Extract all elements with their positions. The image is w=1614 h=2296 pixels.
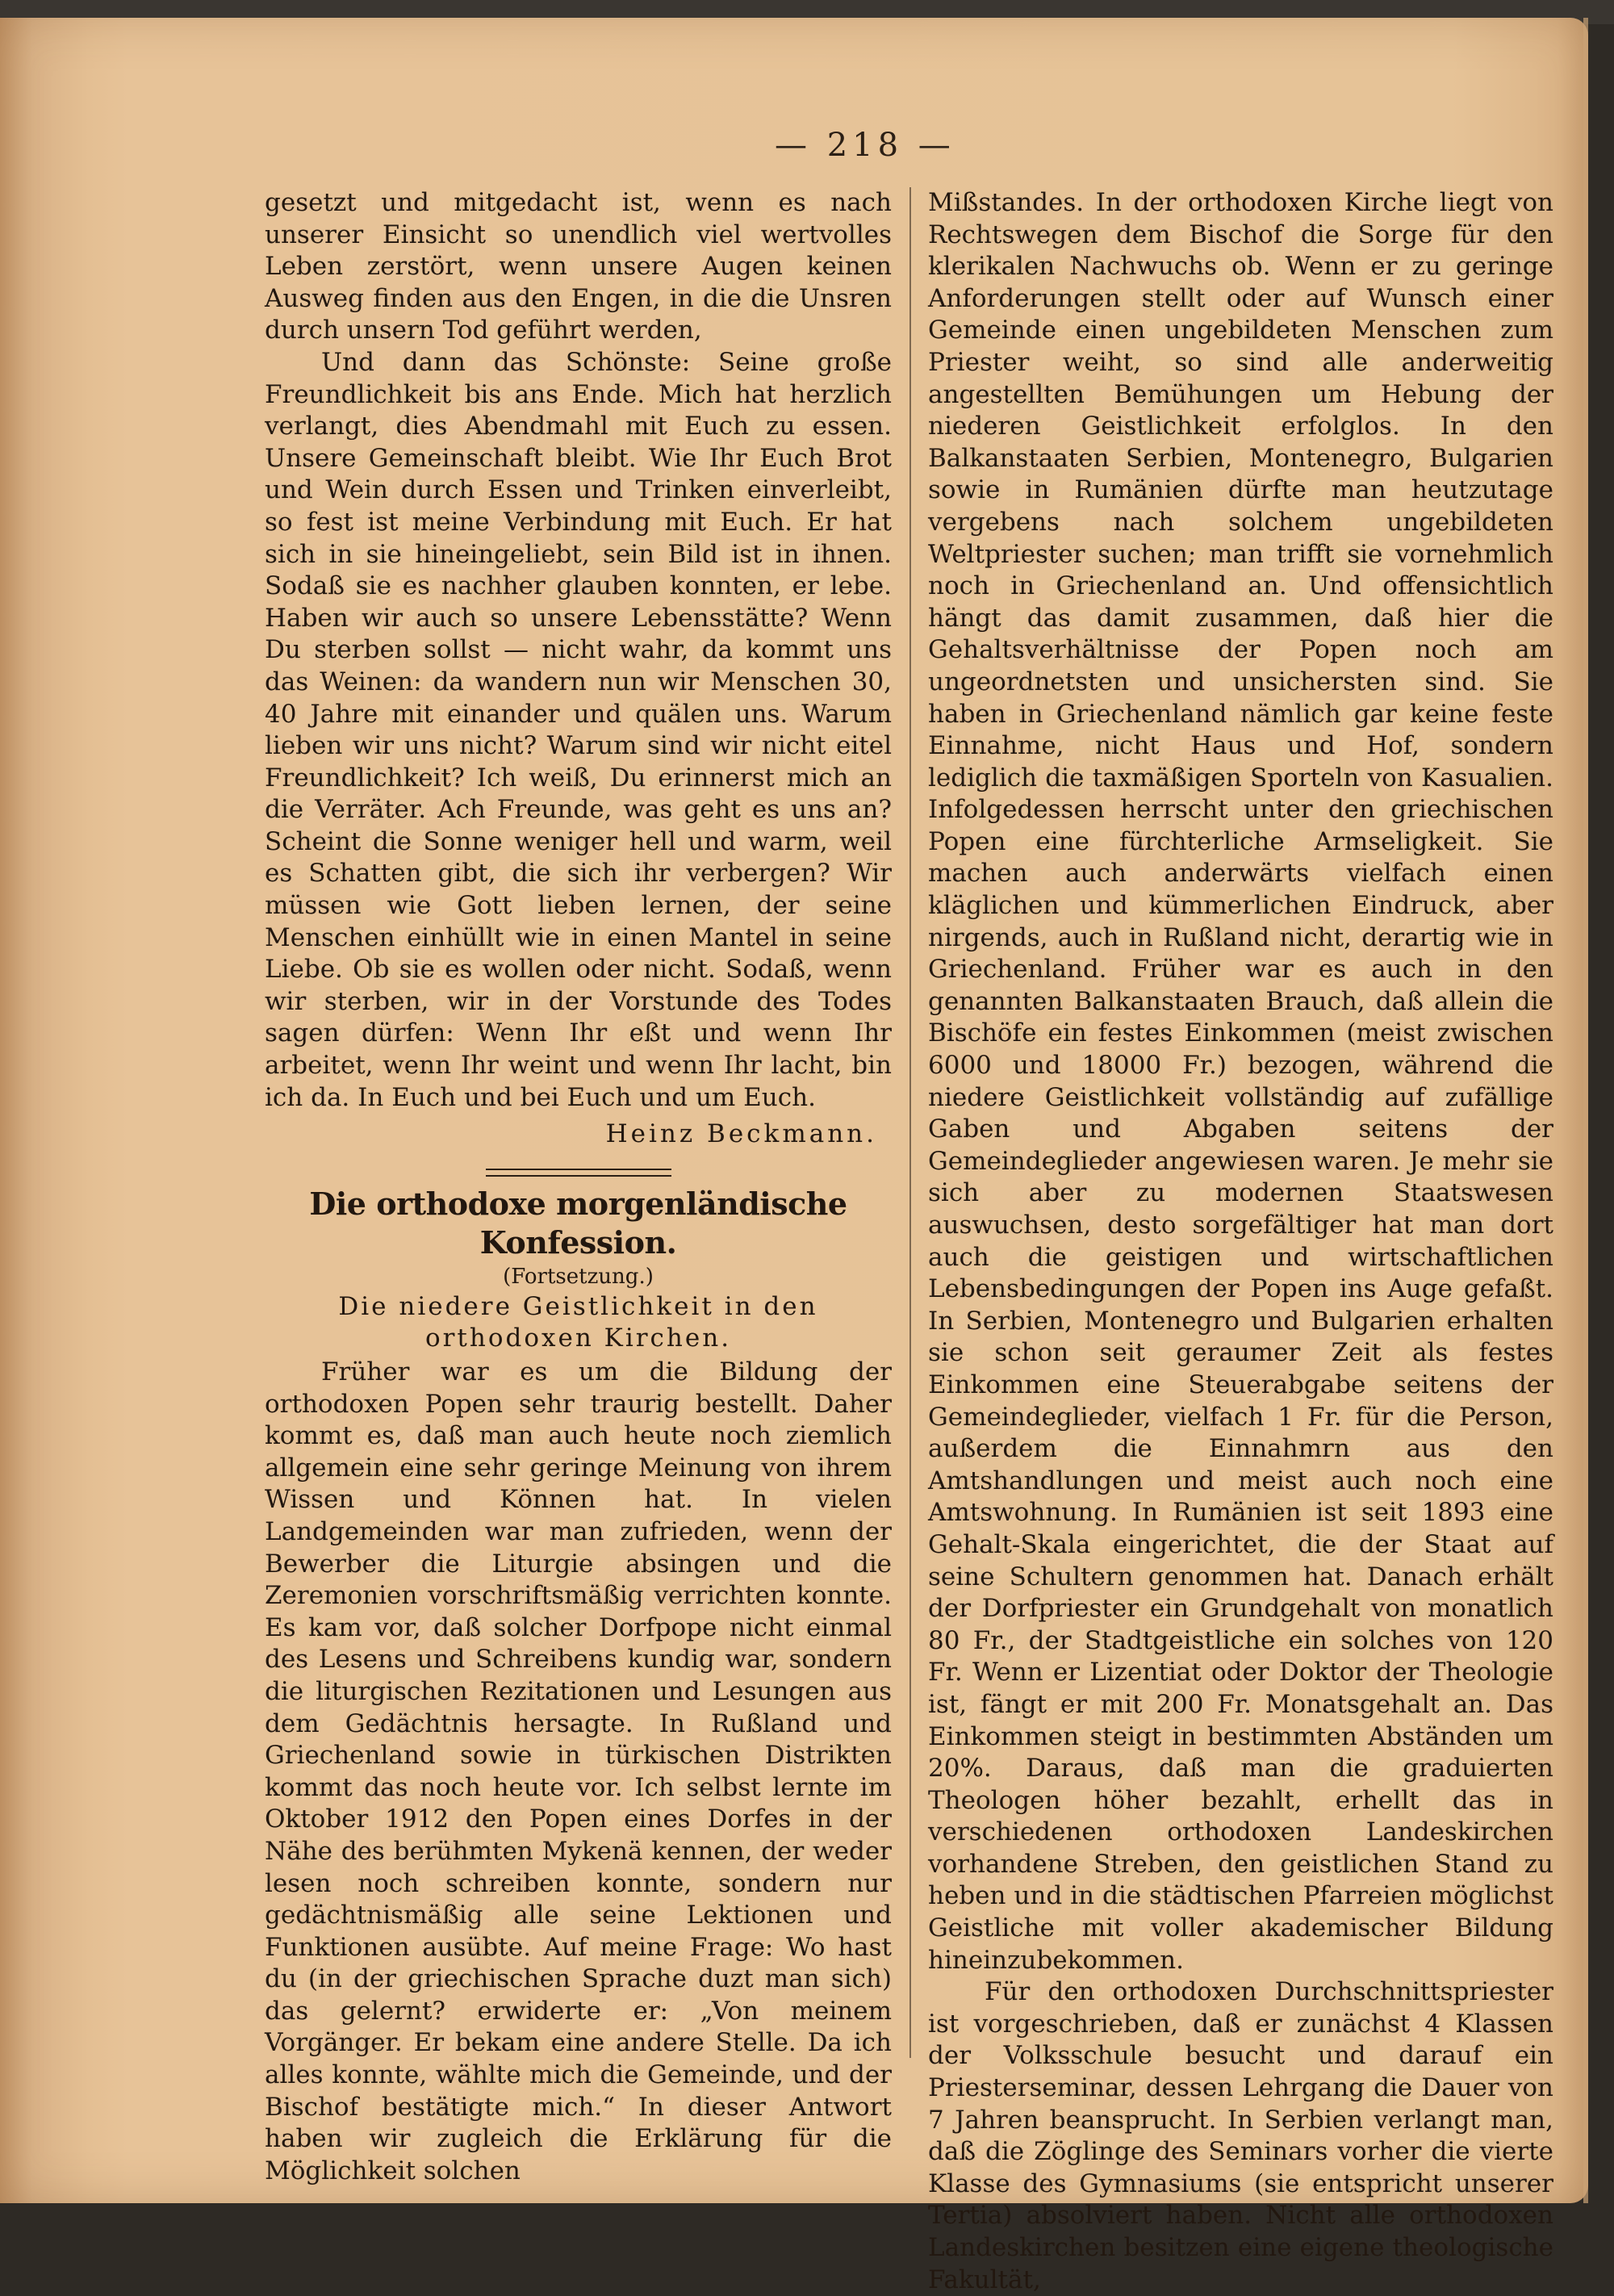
left-paragraph-3: Früher war es um die Bildung der orthodoxen Popen sehr traurig bestellt. Daher kommt es, daß man auch heute noch ziemlich allgemein eine sehr geringe Meinung von ihrem Wissen und Können hat. In vielen Landgemeinden war man zufrieden, wenn der Bewerber die Liturgie absingen und die Zeremonien vorschriftsmäßig verrichten konnte. Es kam vor, daß solcher Dorfpope nicht einmal des Lesens und Schreibens kundig war, sondern die liturgischen Rezitationen und Lesungen aus dem Gedächtnis hersagte. In Rußland und Griechenland sowie in türkischen Distrikten kommt das noch heute vor. Ich selbst lernte im Oktober 1912 den Popen eines Dorfes in der Nähe des berühmten Mykenä kennen, der weder lesen noch schreiben konnte, sondern nur gedächtnismäßig alle seine Lektionen und Funktionen ausübte. Auf meine Frage: Wo hast du (in der griechischen Sprache duzt man sich) das gelernt? erwiderte er: „Von meinem Vorgänger. Er bekam eine andere Stelle. Da ich alles konnte, wählte mich die Gemeinde, und der Bischof bestätigte mich.“ In dieser Antwort haben wir zugleich die Erklärung für die Möglichkeit solchen <box>265 1357 892 2185</box>
right-paragraph-2: Für den orthodoxen Durchschnittspriester ist vorgeschrieben, daß er zunächst 4 Klassen der Volksschule besucht und darauf ein Priesterseminar, dessen Lehrgang die Dauer von 7 Jahren beansprucht. In Serbien verlangt man, daß die Zöglinge des Seminars vorher die vierte Klasse des Gymnasiums (sie entspricht unserer Tertia) absolviert haben. Nicht alle orthodoxen Landeskirchen besitzen eine eigene theologische Fakultät, <box>928 1977 1553 2294</box>
section-title: Die orthodoxe morgenländische Konfession. <box>309 1185 847 1261</box>
right-column <box>928 187 1553 2296</box>
section-subtitle: Die niedere Geistlichkeit in den orthodoxen Kirchen. <box>338 1291 818 1353</box>
right-paragraph-1: Mißstandes. In der orthodoxen Kirche liegt von Rechtswegen dem Bischof die Sorge für den klerikalen Nachwuchs ob. Wenn er zu geringe Anforderungen stellt oder auf Wunsch einer Gemeinde einen ungebildeten Menschen zum Priester weiht, so sind alle anderweitig angestellten Bemühungen um Hebung der niederen Geistlichkeit erfolglos. In den Balkanstaaten Serbien, Montenegro, Bulgarien sowie in Rumänien dürfte man heutzutage vergebens nach solchem ungebildeten Weltpriester suchen; man trifft sie vornehmlich noch in Griechenland an. Und offensichtlich hängt das damit zusammen, daß hier die Gehaltsverhältnisse der Popen noch am ungeordnetsten und unsichersten sind. Sie haben in Griechenland nämlich gar keine feste Einnahme, nicht Haus und Hof, sondern lediglich die taxmäßigen Sporteln von Kasualien. Infolgedessen herrscht unter den griechischen Popen eine fürchterliche Armseligkeit. Sie machen auch anderwärts vielfach einen kläglichen und kümmerlichen Eindruck, aber nirgends, auch in Rußland nicht, derartig wie in Griechenland. Früher war es auch in den genannten Balkanstaaten Brauch, daß allein die Bischöfe ein festes Einkommen (meist zwischen 6000 und 18000 Fr.) bezogen, während die niedere Geistlichkeit vollständig auf zufällige Gaben und Abgaben seitens der Gemeindeglieder angewiesen waren. Je mehr sie sich aber zu modernen Staatswesen auswuchsen, desto sorgefältiger hat man dort auch die geistigen und wirtschaftlichen Lebensbedingungen der Popen ins Auge gefaßt. In Serbien, Montenegro und Bulgarien erhalten sie schon seit geraumer Zeit als festes Einkommen eine Steuerabgabe seitens der Gemeindeglieder, vielfach 1 Fr. für die Person, außerdem die Einnahmrn aus den Amtshandlungen und meist auch noch eine Amtswohnung. In Rumänien ist seit 1893 eine Gehalt-Skala eingerichtet, die der Staat auf seine Schultern genommen hat. Danach erhält der Dorfpriester ein Grundgehalt von monatlich 80 Fr., der Stadtgeistliche ein solches von 120 Fr. Wenn er Lizentiat oder Doktor der Theologie ist, fängt er mit 200 Fr. Monatsgehalt an. Das Einkommen steigt in bestimmten Abständen um 20%. Daraus, daß man die graduierten Theologen höher bezahlt, erhellt das in verschiedenen orthodoxen Landeskirchen vorhandene Streben, den geistlichen Stand zu heben und in die städtischen Pfarreien möglichst Geistliche mit voller akademischer Bildung hineinzubekommen. <box>928 188 1553 1975</box>
left-paragraph-1: gesetzt und mitgedacht ist, wenn es nach unserer Einsicht so unendlich viel wertvolles Leben zerstört, wenn unsere Augen keinen Ausweg finden aus den Engen, in die die Unsren durch unsern Tod geführt werden, <box>265 188 892 345</box>
column-divider <box>909 187 911 2058</box>
page-number: — 218 — <box>775 127 955 164</box>
author-signature: Heinz Beckmann. <box>605 1119 877 1149</box>
page-edge <box>1583 18 1588 2203</box>
continuation-note: (Fortsetzung.) <box>503 1264 654 1289</box>
left-paragraph-2: Und dann das Schönste: Seine große Freundlichkeit bis ans Ende. Mich hat herzlich verlangt, dies Abendmahl mit Euch zu essen. Unsere Gemeinschaft bleibt. Wie Ihr Euch Brot und Wein durch Essen und Trinken einverleibt, so fest ist meine Verbindung mit Euch. Er hat sich in sie hineingeliebt, sein Bild ist in ihnen. Sodaß sie es nachher glauben konnten, er lebe. Haben wir auch so unsere Lebensstätte? Wenn Du sterben sollst — nicht wahr, da kommt uns das Weinen: da wandern nun wir Menschen 30, 40 Jahre mit einander und quälen uns. Warum lieben wir uns nicht? Warum sind wir nicht eitel Freundlichkeit? Ich weiß, Du erinnerst mich an die Verräter. Ach Freunde, was geht es uns an? Scheint die Sonne weniger hell und warm, weil es Schatten gibt, die sich ihr verbergen? Wir müssen wie Gott lieben lernen, der seine Menschen einhüllt wie in einen Mantel in seine Liebe. Ob sie es wollen oder nicht. Sodaß, wenn wir sterben, wir in der Vorstunde des Todes sagen dürfen: Wenn Ihr eßt und wenn Ihr arbeitet, wenn Ihr weint und wenn Ihr lacht, bin ich da. In Euch und bei Euch und um Euch. <box>265 347 892 1112</box>
left-column <box>265 187 892 2187</box>
section-divider <box>486 1169 671 1177</box>
